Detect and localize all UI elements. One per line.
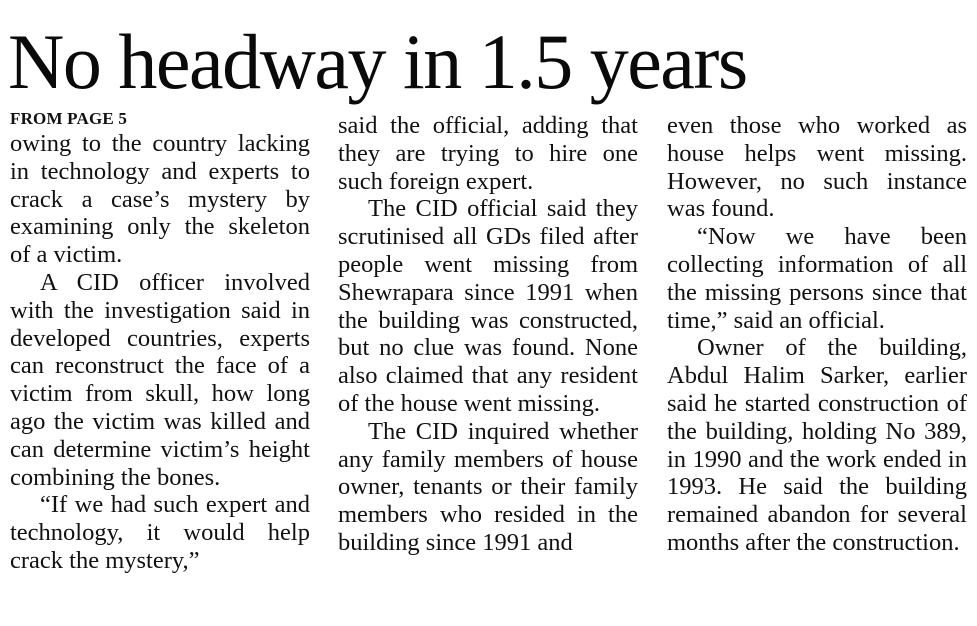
- article-column-2: [338, 112, 638, 557]
- paragraph: “Now we have been collecting information of all the missing persons since that time,” said an official.: [667, 223, 967, 334]
- kicker-from-page: FROM PAGE 5: [10, 109, 128, 128]
- paragraph: Owner of the building, Abdul Halim Sarker, earlier said he started construction of the building, holding No 389, in 1990 and the work ended in 1993. He said the building remained abandon for several months after the construction.: [667, 334, 967, 556]
- paragraph: The CID inquired whether any family members of house owner, tenants or their family members who resided in the building since 1991 and: [338, 417, 638, 556]
- headline: No headway in 1.5 years: [8, 18, 747, 105]
- paragraph: said the official, adding that they are trying to hire one such foreign expert.: [338, 112, 638, 195]
- paragraph: even those who worked as house helps went missing. However, no such instance was found.: [667, 112, 967, 223]
- paragraph: A CID officer involved with the investigation said in developed countries, experts can reconstruct the face of a victim from skull, how long ago the victim was killed and can determine victim’s height combining the bones.: [10, 268, 310, 491]
- paragraph: “If we had such expert and technology, it would help crack the mystery,”: [10, 491, 310, 574]
- paragraph: owing to the country lacking in technology and experts to crack a case’s mystery by examining only the skeleton of a victim.: [10, 130, 310, 269]
- article-column-1: [10, 108, 310, 575]
- paragraph: The CID official said they scrutinised all GDs filed after people went missing from Shewrapara since 1991 when the building was constructed, but no clue was found. None also claimed that any resident of the house went missing.: [338, 195, 638, 417]
- article-column-3: [667, 112, 967, 557]
